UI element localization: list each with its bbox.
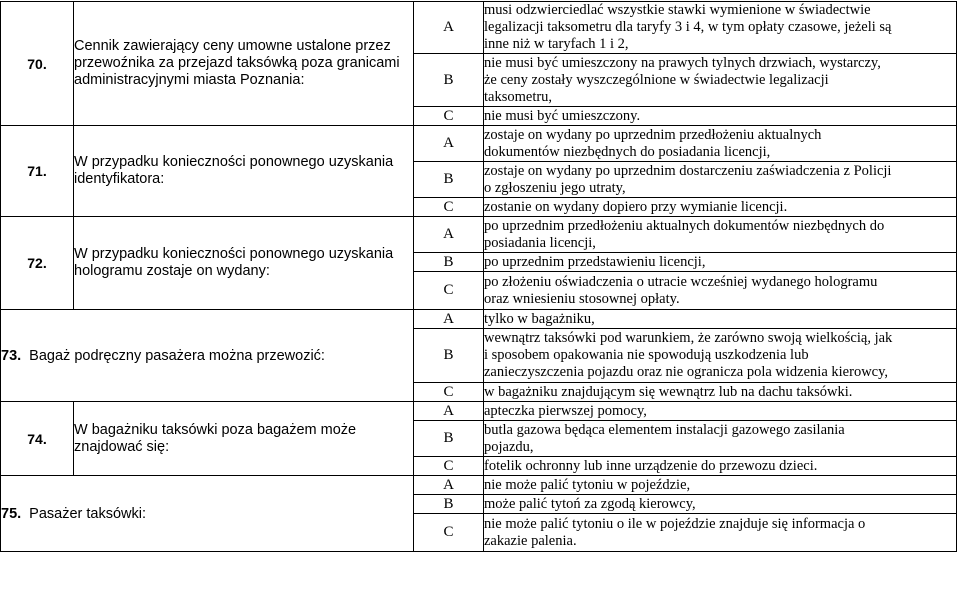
answer-text: nie może palić tytoniu o ile w pojeździe znajduje się informacja o zakazie palenia. — [484, 514, 957, 552]
answer-letter: C — [414, 107, 484, 126]
answer-text: apteczka pierwszej pomocy, — [484, 402, 957, 421]
answer-text: butla gazowa będąca elementem instalacji gazowego zasilania pojazdu, — [484, 421, 957, 457]
answer-letter: B — [414, 162, 484, 198]
question-text: W przypadku konieczności ponownego uzyskania hologramu zostaje on wydany: — [74, 217, 414, 310]
answer-text: zostaje on wydany po uprzednim dostarczeniu zaświadczenia z Policji o zgłoszeniu jego utraty, — [484, 162, 957, 198]
answer-letter: C — [414, 272, 484, 310]
answer-text: może palić tytoń za zgodą kierowcy, — [484, 495, 957, 514]
question-text: 73. Bagaż podręczny pasażera można przewozić: — [1, 310, 414, 402]
answer-text: wewnątrz taksówki pod warunkiem, że zarówno swoją wielkością, jak i sposobem opakowania nie spowodują uszkodzenia lub zanieczyszczenia pojazdu oraz nie ogranicza pola widzenia kierowcy, — [484, 329, 957, 383]
answer-letter: B — [414, 329, 484, 383]
question-number: 75. — [1, 505, 22, 522]
answer-text: w bagażniku znajdującym się wewnątrz lub na dachu taksówki. — [484, 383, 957, 402]
answer-letter: C — [414, 198, 484, 217]
exam-question-table — [0, 1, 957, 552]
answer-letter: A — [414, 476, 484, 495]
question-text: W przypadku konieczności ponownego uzyskania identyfikatora: — [74, 126, 414, 217]
question-row — [1, 310, 957, 329]
question-number: 74. — [1, 402, 74, 476]
answer-letter: C — [414, 383, 484, 402]
answer-text: zostanie on wydany dopiero przy wymianie licencji. — [484, 198, 957, 217]
answer-text: nie musi być umieszczony na prawych tylnych drzwiach, wystarczy, że ceny zostały wyszczególnione w świadectwie legalizacji taksometru, — [484, 54, 957, 107]
answer-letter: A — [414, 126, 484, 162]
question-number: 72. — [1, 217, 74, 310]
question-row — [1, 126, 957, 162]
question-number: 70. — [1, 2, 74, 126]
answer-text: po uprzednim przedstawieniu licencji, — [484, 253, 957, 272]
question-text: Cennik zawierający ceny umowne ustalone przez przewoźnika za przejazd taksówką poza granicami administracyjnymi miasta Poznania: — [74, 2, 414, 126]
answer-letter: A — [414, 310, 484, 329]
answer-text: po złożeniu oświadczenia o utracie wcześniej wydanego hologramu oraz wniesieniu stosownej opłaty. — [484, 272, 957, 310]
answer-letter: B — [414, 421, 484, 457]
question-row — [1, 217, 957, 253]
answer-letter: A — [414, 2, 484, 54]
question-text: 75. Pasażer taksówki: — [1, 476, 414, 552]
answer-letter: B — [414, 495, 484, 514]
answer-letter: C — [414, 457, 484, 476]
answer-letter: C — [414, 514, 484, 552]
answer-text: po uprzednim przedłożeniu aktualnych dokumentów niezbędnych do posiadania licencji, — [484, 217, 957, 253]
question-row — [1, 2, 957, 54]
answer-text: fotelik ochronny lub inne urządzenie do przewozu dzieci. — [484, 457, 957, 476]
answer-text: musi odzwierciedlać wszystkie stawki wymienione w świadectwie legalizacji taksometru dla taryfy 3 i 4, w tym opłaty czasowe, jeżeli są inne niż w taryfach 1 i 2, — [484, 2, 957, 54]
answer-letter: A — [414, 402, 484, 421]
answer-text: zostaje on wydany po uprzednim przedłożeniu aktualnych dokumentów niezbędnych do posiadania licencji, — [484, 126, 957, 162]
answer-text: nie musi być umieszczony. — [484, 107, 957, 126]
question-row — [1, 402, 957, 421]
answer-letter: B — [414, 54, 484, 107]
question-number: 71. — [1, 126, 74, 217]
answer-text: nie może palić tytoniu w pojeździe, — [484, 476, 957, 495]
question-row — [1, 476, 957, 495]
answer-letter: B — [414, 253, 484, 272]
answer-text: tylko w bagażniku, — [484, 310, 957, 329]
answer-letter: A — [414, 217, 484, 253]
question-number: 73. — [1, 347, 22, 364]
question-text: W bagażniku taksówki poza bagażem może znajdować się: — [74, 402, 414, 476]
